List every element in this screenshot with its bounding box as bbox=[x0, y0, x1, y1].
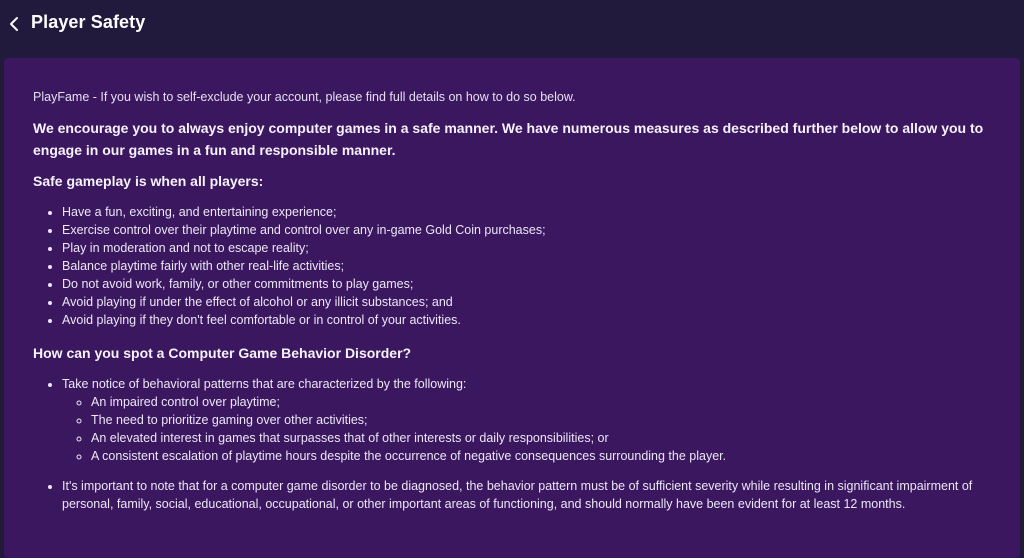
list-item: ◦ A consistent escalation of playtime hours despite the occurrence of negative consequences surrounding the player. bbox=[91, 447, 993, 465]
list-item: • Avoid playing if they don't feel comfortable or in control of your activities. bbox=[62, 311, 993, 329]
list-item: • Exercise control over their playtime and control over any in-game Gold Coin purchases; bbox=[62, 221, 993, 239]
player-safety-content bbox=[33, 88, 993, 527]
list-item-text: Take notice of behavioral patterns that are characterized by the following: bbox=[62, 377, 467, 391]
list-item: • Do not avoid work, family, or other commitments to play games; bbox=[62, 275, 993, 293]
disorder-list bbox=[33, 375, 993, 513]
list-item: ◦ The need to prioritize gaming over other activities; bbox=[91, 411, 993, 429]
list-item: • It's important to note that for a computer game disorder to be diagnosed, the behavior pattern must be of sufficient severity while resulting in significant impairment of personal, family, social, educational, occupational, or other important areas of functioning, and should normally have been evident for at least 12 months. bbox=[62, 477, 993, 513]
top-bar bbox=[0, 0, 1024, 50]
safe-gameplay-heading: Safe gameplay is when all players: bbox=[33, 173, 264, 189]
list-item: • Balance playtime fairly with other real-life activities; bbox=[62, 257, 993, 275]
behavior-pattern-list bbox=[62, 393, 993, 465]
chevron-left-icon bbox=[8, 16, 20, 32]
content-panel bbox=[4, 58, 1020, 558]
list-item: ◦ An impaired control over playtime; bbox=[91, 393, 993, 411]
disorder-heading: How can you spot a Computer Game Behavior Disorder? bbox=[33, 345, 412, 361]
intro-text: PlayFame - If you wish to self-exclude your account, please find full details on how to do so below. bbox=[33, 90, 576, 104]
page-title: Player Safety bbox=[31, 12, 146, 32]
list-item bbox=[62, 375, 993, 465]
safe-gameplay-list bbox=[33, 203, 993, 329]
list-item: • Have a fun, exciting, and entertaining experience; bbox=[62, 203, 993, 221]
lead-text: We encourage you to always enjoy computer games in a safe manner. We have numerous measures as described further below to allow you to engage in our games in a fun and responsible manner. bbox=[33, 120, 984, 158]
list-item: • Play in moderation and not to escape reality; bbox=[62, 239, 993, 257]
back-button[interactable] bbox=[4, 13, 24, 35]
list-item: • Avoid playing if under the effect of alcohol or any illicit substances; and bbox=[62, 293, 993, 311]
list-item: ◦ An elevated interest in games that surpasses that of other interests or daily responsibilities; or bbox=[91, 429, 993, 447]
